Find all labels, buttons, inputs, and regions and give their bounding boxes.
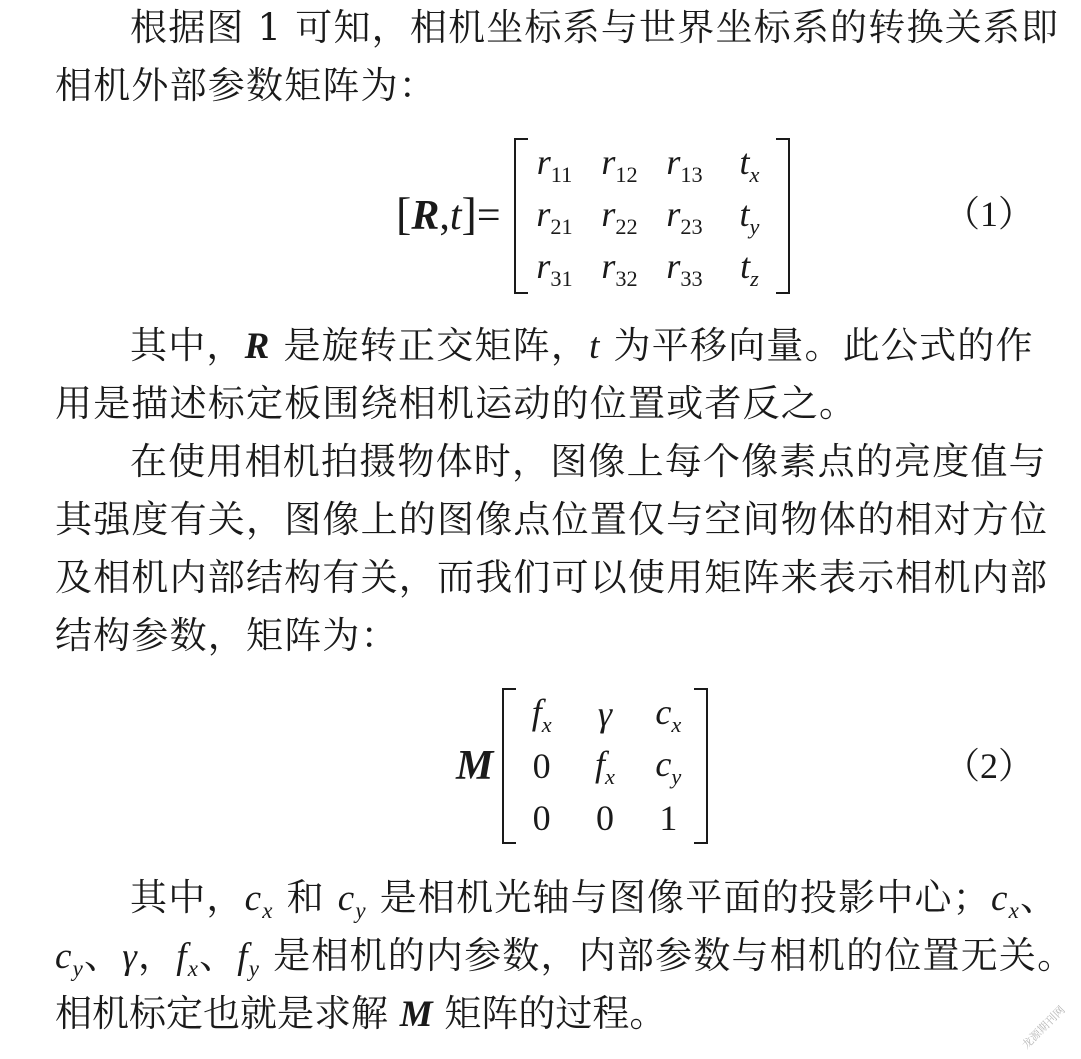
cx-subscript: x xyxy=(262,898,274,924)
paragraph-3-line-3: 及相机内部结构有关，而我们可以使用矩阵来表示相机内部 xyxy=(55,556,1049,599)
intrinsic-matrix xyxy=(502,688,708,844)
matrix-cell-base: γ xyxy=(597,694,613,734)
matrix-cell-base: t xyxy=(740,245,751,286)
matrix-cell-base: r xyxy=(601,141,616,182)
matrix-cell-base: 1 xyxy=(659,798,678,838)
matrix-cell xyxy=(587,245,652,292)
matrix-right-bracket xyxy=(694,688,708,844)
matrix-cell xyxy=(522,193,587,240)
text-segment: 相机标定也就是求解 xyxy=(55,992,400,1035)
intrinsic-matrix-symbol: M xyxy=(456,743,494,789)
text-segment: 是相机的内参数，内部参数与相机的位置无关。 xyxy=(260,934,1076,977)
matrix-cell-subscript: x xyxy=(541,711,552,737)
cx-subscript: x xyxy=(1008,898,1020,924)
cy-symbol: c xyxy=(337,878,356,919)
text-segment: 、 xyxy=(1019,876,1059,919)
watermark-text: 龙源期刊网 xyxy=(1019,1003,1068,1052)
matrix-cell-subscript: 22 xyxy=(615,213,638,239)
matrix-cell xyxy=(573,743,636,790)
matrix-cell-subscript: 12 xyxy=(615,161,638,187)
fy-symbol: f xyxy=(237,936,249,977)
matrix-cell-base: r xyxy=(666,141,681,182)
matrix-cell-subscript: 21 xyxy=(550,213,573,239)
matrix-left-bracket xyxy=(502,688,516,844)
text-segment: 矩阵的过程。 xyxy=(432,992,667,1035)
matrix-cell-base: f xyxy=(531,691,542,732)
matrix-cell-base: 0 xyxy=(532,798,551,838)
equals-sign: = xyxy=(476,193,501,239)
text-segment: 是旋转正交矩阵， xyxy=(270,324,590,367)
matrix-cell-base: r xyxy=(601,193,616,234)
matrix-cell-subscript: 33 xyxy=(680,265,703,291)
equation-2 xyxy=(0,684,1081,848)
lhs-translation-symbol: t xyxy=(449,193,462,239)
paragraph-3-line-4: 结构参数，矩阵为： xyxy=(55,614,399,657)
matrix-cell xyxy=(510,797,573,839)
matrix-cell-base: r xyxy=(666,245,681,286)
matrix-cell-subscript: 31 xyxy=(550,265,573,291)
intrinsic-matrix-symbol: M xyxy=(399,994,433,1035)
matrix-cell xyxy=(652,245,717,292)
gamma-symbol: γ xyxy=(122,936,138,977)
lhs-open-bracket: [ xyxy=(396,188,412,239)
matrix-cell-base: 0 xyxy=(595,798,614,838)
text-segment: 和 xyxy=(273,876,338,919)
paragraph-5-line-1 xyxy=(55,990,666,1039)
matrix-cell xyxy=(573,693,636,735)
matrix-cell xyxy=(573,797,636,839)
matrix-cell xyxy=(522,245,587,292)
matrix-cell xyxy=(652,141,717,188)
matrix-cell xyxy=(637,743,700,790)
matrix-cell-subscript: x xyxy=(605,763,615,789)
cx-symbol: c xyxy=(244,878,263,919)
text-segment: 是相机光轴与图像平面的投影中心； xyxy=(366,876,991,919)
cy-subscript: y xyxy=(355,898,367,924)
matrix-cell xyxy=(510,691,573,738)
matrix-cell xyxy=(652,193,717,240)
paragraph-4-line-1 xyxy=(130,874,1058,935)
fx-subscript: x xyxy=(187,956,200,982)
matrix-cell-subscript: 32 xyxy=(615,265,638,291)
extrinsic-matrix xyxy=(514,138,790,294)
matrix-left-bracket xyxy=(514,138,528,294)
lhs-rotation-symbol: R xyxy=(411,193,440,239)
matrix-cell-base: t xyxy=(739,193,750,234)
matrix-cell-subscript: y xyxy=(749,213,760,239)
paragraph-1-line-2: 相机外部参数矩阵为： xyxy=(55,64,437,107)
paragraph-2-line-1 xyxy=(130,322,1034,371)
equation-1-number: （1） xyxy=(943,194,1034,234)
text-segment: 其中， xyxy=(130,876,245,919)
rotation-symbol: R xyxy=(244,326,271,367)
matrix-cell-base: f xyxy=(595,743,606,784)
matrix-cell-base: r xyxy=(601,245,616,286)
matrix-cell xyxy=(717,141,782,188)
paragraph-3-line-1: 在使用相机拍摄物体时，图像上每个像素点的亮度值与 xyxy=(130,440,1047,483)
matrix-cell xyxy=(717,245,782,292)
cy-symbol: c xyxy=(55,936,73,977)
matrix-cell-base: r xyxy=(666,193,681,234)
paragraph-4-line-2 xyxy=(55,932,1075,993)
cx-symbol: c xyxy=(990,878,1009,919)
equation-2-number: （2） xyxy=(943,746,1034,786)
translation-symbol: t xyxy=(589,326,601,367)
matrix-cell-base: c xyxy=(655,743,672,784)
matrix-cell xyxy=(717,193,782,240)
paragraph-3-line-2: 其强度有关，图像上的图像点位置仅与空间物体的相对方位 xyxy=(55,498,1049,541)
matrix-cell-subscript: y xyxy=(671,763,682,789)
matrix-cell-subscript: z xyxy=(750,265,759,291)
equation-2-lhs xyxy=(456,742,493,790)
matrix-cell-base: r xyxy=(536,141,551,182)
matrix-right-bracket xyxy=(776,138,790,294)
matrix-cell xyxy=(587,193,652,240)
lhs-comma: , xyxy=(439,193,450,239)
matrix-cell-base: t xyxy=(739,141,750,182)
text-segment: ， xyxy=(138,934,177,977)
matrix-cell-subscript: x xyxy=(749,161,760,187)
matrix-cell-base: r xyxy=(536,245,551,286)
matrix-cell-subscript: x xyxy=(671,711,682,737)
matrix-cell-base: r xyxy=(536,193,551,234)
equation-1 xyxy=(0,134,1081,298)
matrix-cell-subscript: 23 xyxy=(680,213,703,239)
matrix-cell-subscript: 11 xyxy=(550,161,573,187)
paragraph-1-line-1: 根据图 1 可知，相机坐标系与世界坐标系的转换关系即 xyxy=(130,6,1060,49)
cy-subscript: y xyxy=(72,956,85,982)
lhs-close-bracket: ] xyxy=(461,188,477,239)
matrix-cell xyxy=(637,797,700,839)
text-segment: 为平移向量。此公式的作 xyxy=(600,324,1034,367)
matrix-cell-subscript: 13 xyxy=(680,161,703,187)
matrix-cell xyxy=(587,141,652,188)
text-segment: 其中， xyxy=(130,324,245,367)
text-segment: 、 xyxy=(84,934,123,977)
equation-1-lhs xyxy=(396,190,501,240)
fy-subscript: y xyxy=(248,956,261,982)
matrix-cell xyxy=(522,141,587,188)
matrix-cell xyxy=(510,745,573,787)
matrix-cell xyxy=(637,691,700,738)
matrix-cell-base: 0 xyxy=(532,746,551,786)
fx-symbol: f xyxy=(176,936,188,977)
text-segment: 、 xyxy=(199,934,238,977)
paragraph-2-line-2: 用是描述标定板围绕相机运动的位置或者反之。 xyxy=(55,382,858,425)
matrix-cell-base: c xyxy=(655,691,672,732)
